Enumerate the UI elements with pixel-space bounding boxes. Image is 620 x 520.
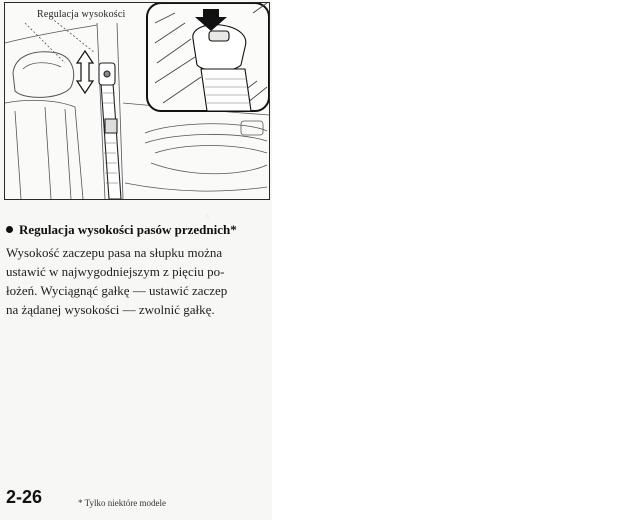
double-arrow-vertical-icon xyxy=(77,51,93,93)
body-paragraph xyxy=(6,243,266,319)
figure-caption: Regulacja wysokości xyxy=(37,9,126,20)
body-line: na żądanej wysokości — zwolnić gałkę. xyxy=(6,302,215,317)
page-number: 2-26 xyxy=(6,487,43,507)
detail-inset xyxy=(147,3,269,111)
section-heading xyxy=(6,222,237,238)
footnote: * Tylko niektóre modele xyxy=(78,498,166,508)
body-line: ustawić w najwygodniejszym z pięciu po- xyxy=(6,264,225,279)
manual-page xyxy=(0,0,272,520)
seat-belt-drawing xyxy=(5,3,269,199)
body-line: łożeń. Wyciągnąć gałkę — ustawić zaczep xyxy=(6,283,228,298)
section-heading-text: Regulacja wysokości pasów przednich* xyxy=(19,222,237,237)
seat-belt-illustration xyxy=(4,2,270,200)
bleed-through-mark: ▫ xyxy=(206,212,209,221)
filled-circle-icon xyxy=(6,226,13,233)
body-line: Wysokość zaczepu pasa na słupku można xyxy=(6,245,223,260)
